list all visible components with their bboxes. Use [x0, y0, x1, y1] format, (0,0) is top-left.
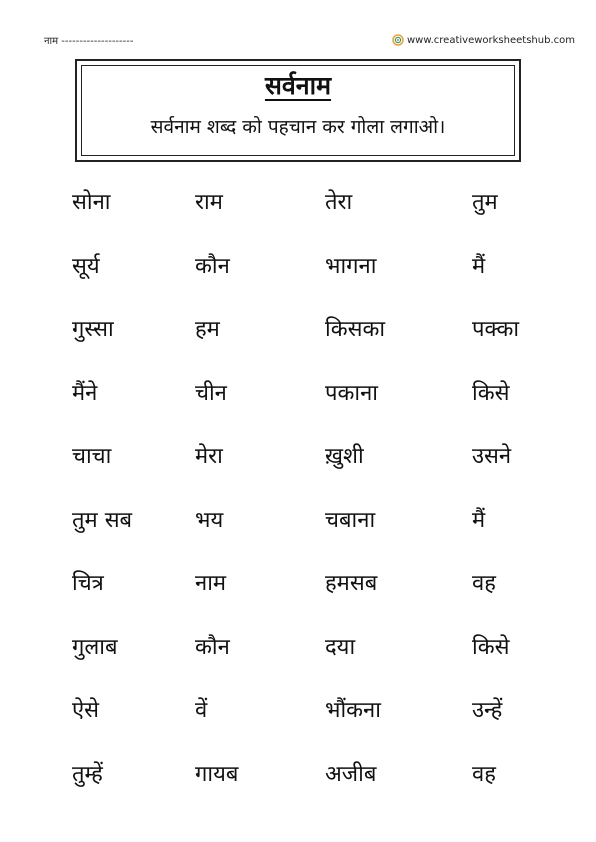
word-item[interactable]: वें — [195, 698, 208, 723]
word-item[interactable]: गुस्सा — [72, 317, 114, 342]
word-item[interactable]: गुलाब — [72, 634, 118, 660]
swirl-logo-icon — [392, 34, 404, 46]
word-row — [0, 750, 596, 814]
word-item[interactable]: तुम्हें — [72, 761, 103, 787]
word-item[interactable]: मेरा — [195, 444, 223, 469]
word-item[interactable]: तुम — [472, 190, 498, 215]
word-row — [0, 305, 596, 369]
word-row — [0, 559, 596, 623]
word-item[interactable]: सोना — [72, 190, 111, 215]
word-item[interactable]: किसे — [472, 634, 510, 660]
website-credit — [392, 34, 575, 46]
word-item[interactable]: ख़ुशी — [325, 444, 364, 469]
word-item[interactable]: सूर्य — [72, 253, 100, 279]
word-row — [0, 496, 596, 560]
student-name-field: नाम -------------------- — [44, 36, 134, 47]
word-item[interactable]: भौंकना — [325, 698, 381, 723]
word-item[interactable]: चित्र — [72, 571, 104, 596]
word-item[interactable]: मैं — [472, 507, 486, 533]
word-item[interactable]: किसका — [325, 317, 386, 342]
word-row — [0, 178, 596, 242]
word-item[interactable]: दया — [325, 634, 356, 660]
worksheet-title: सर्वनाम — [264, 71, 332, 100]
word-item[interactable]: गायब — [195, 761, 239, 787]
word-item[interactable]: हमसब — [325, 571, 378, 596]
word-row — [0, 242, 596, 306]
word-item[interactable]: अजीब — [325, 761, 377, 787]
word-item[interactable]: वह — [472, 571, 496, 596]
word-item[interactable]: राम — [195, 190, 223, 215]
word-item[interactable]: चबाना — [325, 507, 376, 533]
word-row — [0, 369, 596, 433]
word-item[interactable]: नाम — [195, 571, 227, 596]
word-item[interactable]: पकाना — [325, 380, 378, 406]
word-item[interactable]: मैंने — [72, 380, 98, 406]
word-item[interactable]: चीन — [195, 380, 227, 406]
word-item[interactable]: पक्का — [472, 317, 520, 342]
word-item[interactable]: तेरा — [325, 190, 353, 215]
word-grid — [0, 178, 596, 813]
title-box — [75, 59, 521, 162]
word-item[interactable]: चाचा — [72, 444, 112, 469]
word-item[interactable]: मैं — [472, 253, 486, 279]
word-item[interactable]: उन्हें — [472, 698, 503, 723]
word-item[interactable]: वह — [472, 761, 496, 787]
word-item[interactable]: हम — [195, 317, 220, 342]
word-item[interactable]: भागना — [325, 253, 377, 279]
word-item[interactable]: कौन — [195, 253, 230, 279]
worksheet-instruction: सर्वनाम शब्द को पहचान कर गोला लगाओ। — [150, 116, 446, 138]
word-item[interactable]: कौन — [195, 634, 230, 660]
word-row — [0, 686, 596, 750]
word-item[interactable]: भय — [195, 507, 224, 533]
word-item[interactable]: ऐसे — [72, 698, 100, 723]
word-item[interactable]: उसने — [472, 444, 512, 469]
word-row — [0, 432, 596, 496]
website-url: www.creativeworksheetshub.com — [407, 34, 575, 46]
word-item[interactable]: किसे — [472, 380, 510, 406]
word-row — [0, 623, 596, 687]
word-item[interactable]: तुम सब — [72, 507, 133, 533]
